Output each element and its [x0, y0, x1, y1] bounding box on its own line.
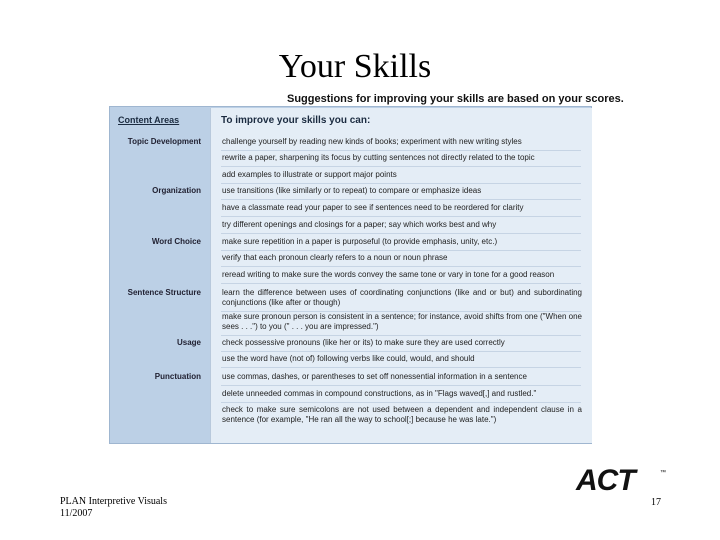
content-area-label: Organization: [152, 186, 201, 195]
suggestions-header: To improve your skills you can:: [221, 115, 371, 126]
slide-title: Your Skills: [278, 48, 432, 85]
content-area-label: Usage: [176, 338, 201, 347]
row-divider: [221, 367, 581, 368]
suggestion-text: use commas, dashes, or parentheses to set off nonessential information in a sentence: [222, 372, 527, 381]
suggestion-text: make sure repetition in a paper is purposeful (to provide emphasis, unity, etc.): [222, 237, 498, 246]
content-area-label: Word Choice: [151, 237, 201, 246]
suggestion-text: rewrite a paper, sharpening its focus by cutting sentences not directly related to the topic: [222, 153, 535, 162]
suggestion-text: learn the difference between uses of coordinating conjunctions (like and or but) and subordinating conjunctions (like after or though): [222, 288, 582, 307]
trademark-mark: ™: [660, 470, 666, 476]
row-divider: [221, 385, 581, 386]
suggestion-text: make sure pronoun person is consistent in a sentence; for instance, avoid shifts from one ("When one sees . . .") to you (" . . . you are impressed."): [222, 312, 582, 331]
suggestion-text: delete unneeded commas in compound constructions, as in "Flags waved[,] and rustled.": [222, 389, 537, 398]
suggestion-text: reread writing to make sure the words convey the same tone or vary in tone for a good reason: [222, 270, 555, 279]
row-divider: [221, 166, 581, 167]
row-divider: [221, 351, 581, 352]
suggestion-text: challenge yourself by reading new kinds of books; experiment with new writing styles: [222, 137, 522, 146]
page-number: 17: [651, 497, 661, 508]
suggestion-text: verify that each pronoun clearly refers to a noun or noun phrase: [222, 253, 448, 262]
suggestion-text: have a classmate read your paper to see if sentences need to be reordered for clarity: [222, 203, 524, 212]
suggestion-text: use transitions (like similarly or to repeat) to compare or emphasize ideas: [222, 186, 482, 195]
content-area-label: Topic Development: [127, 137, 201, 146]
row-divider: [221, 199, 581, 200]
row-divider: [221, 233, 581, 234]
row-divider: [221, 250, 581, 251]
footer-line-1: PLAN Interpretive Visuals: [60, 496, 167, 507]
suggestion-text: try different openings and closings for a paper; say which works best and why: [222, 220, 497, 229]
content-area-label: Sentence Structure: [127, 288, 201, 297]
suggestion-text: check to make sure semicolons are not used between a dependent and independent clause in a sentence (for example, "He ran all the way to school[;] because he was late."): [222, 405, 582, 424]
footer-source: [60, 496, 167, 520]
row-divider: [221, 150, 581, 151]
row-divider: [221, 283, 581, 284]
content-area-label: Punctuation: [154, 372, 201, 381]
content-areas-header: Content Areas: [118, 115, 180, 125]
suggestion-text: use the word have (not of) following verbs like could, would, and should: [222, 354, 475, 363]
row-divider: [221, 183, 581, 184]
suggestion-text: check possessive pronouns (like her or its) to make sure they are used correctly: [222, 338, 505, 347]
row-divider: [221, 266, 581, 267]
act-logo: ACT: [576, 464, 635, 497]
row-divider: [221, 216, 581, 217]
suggestion-text: add examples to illustrate or support major points: [222, 170, 397, 179]
subtitle: Suggestions for improving your skills are based on your scores.: [287, 93, 624, 105]
row-divider: [221, 335, 581, 336]
row-divider: [221, 402, 581, 403]
footer-line-2: 11/2007: [60, 508, 93, 519]
